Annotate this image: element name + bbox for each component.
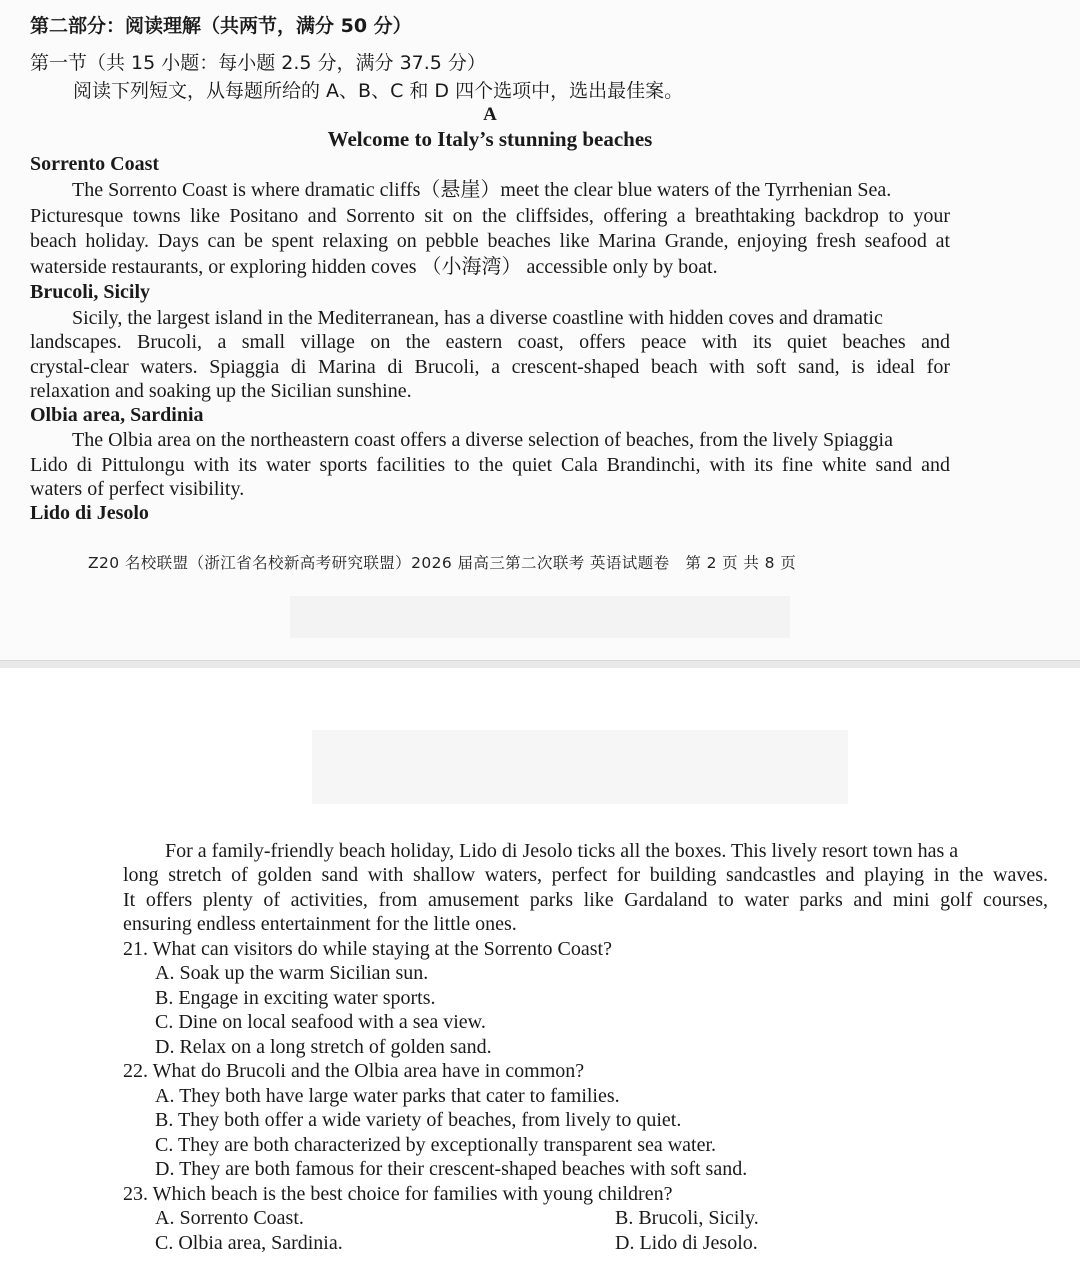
olbia-line: The Olbia area on the northeastern coast offers a diverse selection of beaches, from the lively Spiaggia [72,429,893,451]
brucoli-line: landscapes. Brucoli, a small village on the eastern coast, offers peace with its quiet beaches and [30,331,950,353]
jesolo-line: ensuring endless entertainment for the little ones. [123,913,517,935]
olbia-line: Lido di Pittulongu with its water sports facilities to the quiet Cala Brandinchi, with its fine white sand and [30,454,950,476]
brucoli-line: crystal-clear waters. Spiaggia di Marina di Brucoli, a crescent-shaped beach with soft sand, is ideal for [30,356,950,378]
question-22-option-a: A. They both have large water parks that cater to families. [155,1085,620,1107]
exam-page-bottom [0,668,1080,1266]
question-22-option-b: B. They both offer a wide variety of beaches, from lively to quiet. [155,1109,682,1131]
olbia-line: waters of perfect visibility. [30,478,245,500]
heading-brucoli: Brucoli, Sicily [30,281,150,303]
brucoli-line: Sicily, the largest island in the Mediterranean, has a diverse coastline with hidden coves and dramatic [72,307,883,329]
question-21-option-a: A. Soak up the warm Sicilian sun. [155,962,429,984]
question-22-option-d: D. They are both famous for their crescent-shaped beaches with soft sand. [155,1158,748,1180]
jesolo-line: For a family-friendly beach holiday, Lido di Jesolo ticks all the boxes. This lively resort town has a [165,840,959,862]
question-21-option-d: D. Relax on a long stretch of golden sand. [155,1036,492,1058]
subsection-heading: 第一节（共 15 小题：每小题 2.5 分，满分 37.5 分） [30,52,486,74]
passage-letter: A [483,104,497,125]
section-heading: 第二部分：阅读理解（共两节，满分 50 分） [30,15,412,37]
scan-smudge [312,730,848,804]
passage-title: Welcome to Italy’s stunning beaches [327,127,653,151]
brucoli-line: relaxation and soaking up the Sicilian sunshine. [30,380,412,402]
question-23-stem: 23. Which beach is the best choice for families with young children? [123,1183,673,1205]
jesolo-line: It offers plenty of activities, from amusement parks like Gardaland to water parks and mini golf courses, [123,889,1048,911]
sorrento-line: waterside restaurants, or exploring hidden coves （小海湾） accessible only by boat. [30,256,718,278]
question-23-option-a: A. Sorrento Coast. [155,1207,304,1229]
sorrento-line: Picturesque towns like Positano and Sorrento sit on the cliffsides, offering a breathtaking backdrop to your [30,205,950,227]
question-23-option-b: B. Brucoli, Sicily. [615,1207,759,1229]
sorrento-line: beach holiday. Days can be spent relaxing on pebble beaches like Marina Grande, enjoying fresh seafood at [30,230,950,252]
question-21-option-b: B. Engage in exciting water sports. [155,987,436,1009]
question-23-option-c: C. Olbia area, Sardinia. [155,1232,343,1254]
scan-smudge [290,596,790,638]
heading-sorrento: Sorrento Coast [30,153,160,175]
question-21-option-c: C. Dine on local seafood with a sea view. [155,1011,486,1033]
page-footer: Z20 名校联盟（浙江省名校新高考研究联盟）2026 届高三第二次联考 英语试题卷 第 2 页 共 8 页 [88,554,797,572]
question-23-option-d: D. Lido di Jesolo. [615,1232,758,1254]
sorrento-line: The Sorrento Coast is where dramatic cliffs（悬崖）meet the clear blue waters of the Tyrrhenian Sea. [72,179,892,201]
question-22-option-c: C. They are both characterized by exceptionally transparent sea water. [155,1134,717,1156]
heading-olbia: Olbia area, Sardinia [30,404,204,426]
question-21-stem: 21. What can visitors do while staying at the Sorrento Coast? [123,938,612,960]
instructions: 阅读下列短文，从每题所给的 A、B、C 和 D 四个选项中，选出最佳案。 [73,80,684,102]
heading-jesolo: Lido di Jesolo [30,502,149,524]
jesolo-line: long stretch of golden sand with shallow waters, perfect for building sandcastles and playing in the waves. [123,864,1048,886]
question-22-stem: 22. What do Brucoli and the Olbia area have in common? [123,1060,585,1082]
